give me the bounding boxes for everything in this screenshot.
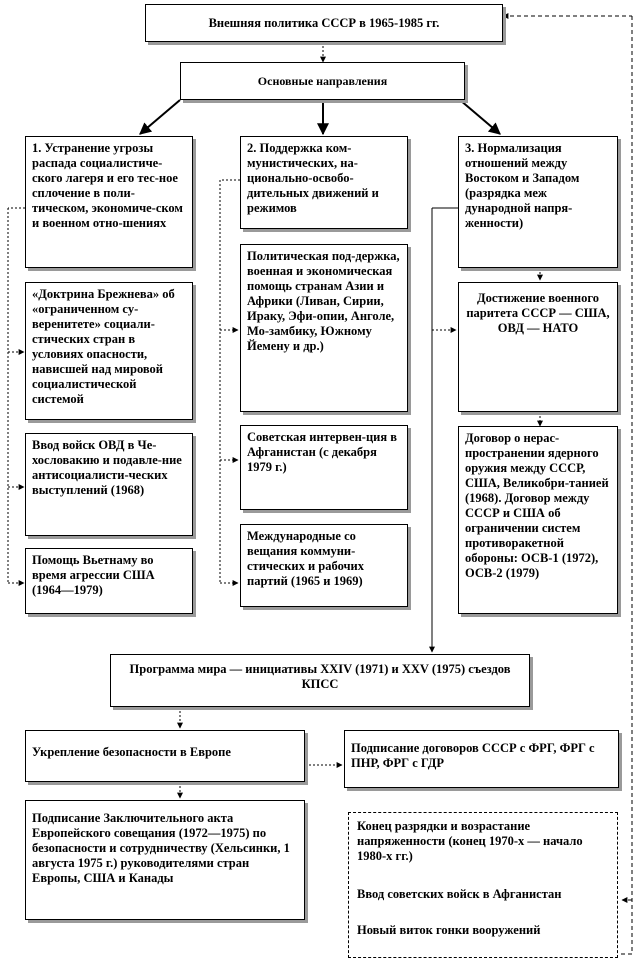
- end-detente-item-2: Ввод советских войск в Афганистан: [357, 887, 562, 901]
- peace-program-box: Программа мира — инициативы XXIV (1971) и XXV (1975) съездов КПСС: [110, 654, 530, 707]
- end-detente-item-3: Новый виток гонки вооружений: [357, 923, 541, 937]
- direction-2-item-3: Международные со вещания коммуни-стических и рабочих партий (1965 и 1969): [240, 524, 408, 607]
- direction-1-item-2: Ввод войск ОВД в Че-хословакию и подавле-ние антисоциалисти-ческих выступлений (1968): [25, 433, 193, 536]
- direction-3-item-2: Договор о нерас-пространении ядерного оружия между СССР, США, Великобри-танией (1968). Договор между СССР и США об ограничении систем противоракетной обороны: ОСВ-1 (1972), ОСВ-2 (1979): [458, 426, 618, 614]
- direction-3-item-1: Достижение военного паритета СССР — США, ОВД — НАТО: [458, 282, 618, 412]
- direction-1-item-3: Помощь Вьетнаму во время агрессии США (1964—1979): [25, 548, 193, 614]
- main-directions-box: Основные направления: [180, 62, 465, 100]
- direction-2-header: 2. Поддержка ком-мунистических, на-ционально-освобо-дительных движений и режимов: [240, 136, 408, 229]
- direction-3-header: 3. Нормализация отношений между Востоком и Западом (разрядка меж дународной напря-женности): [458, 136, 618, 268]
- direction-1-header: 1. Устранение угрозы распада социалистиче-ского лагеря и его тес-ное сплочение в поли-тическом, экономиче-ском и военном отно-шениях: [25, 136, 193, 268]
- direction-1-item-1: «Доктрина Брежнева» об «ограниченном су-веренитете» социали-стических стран в условиях опасности, нависшей над мировой социалистической системой: [25, 282, 193, 420]
- direction-2-item-2: Советская интервен-ция в Афганистан (с декабря 1979 г.): [240, 425, 408, 510]
- helsinki-box: Подписание Заключительного акта Европейского совещания (1972—1975) по безопасности и сотрудничеству (Хельсинки, 1 августа 1975 г.) руководителями стран Европы, США и Канады: [25, 800, 305, 920]
- end-detente-item-1: Конец разрядки и возрастание напряженности (конец 1970-х — начало 1980-х гг.): [357, 819, 583, 863]
- europe-security-box: Укрепление безопасности в Европе: [25, 730, 305, 782]
- end-detente-box: [348, 812, 618, 958]
- arrow-to-direction-1: [140, 100, 180, 134]
- treaties-frg-box: Подписание договоров СССР с ФРГ, ФРГ с ПНР, ФРГ с ГДР: [344, 730, 619, 788]
- direction-2-item-1: Политическая под-держка, военная и экономическая помощь странам Азии и Африки (Ливан, Сирии, Ираку, Эфи-опии, Анголе, Мо-замбику, Южному Йемену и др.): [240, 244, 408, 412]
- title-box: Внешняя политика СССР в 1965-1985 гг.: [145, 4, 503, 42]
- arrow-to-direction-3: [460, 100, 500, 134]
